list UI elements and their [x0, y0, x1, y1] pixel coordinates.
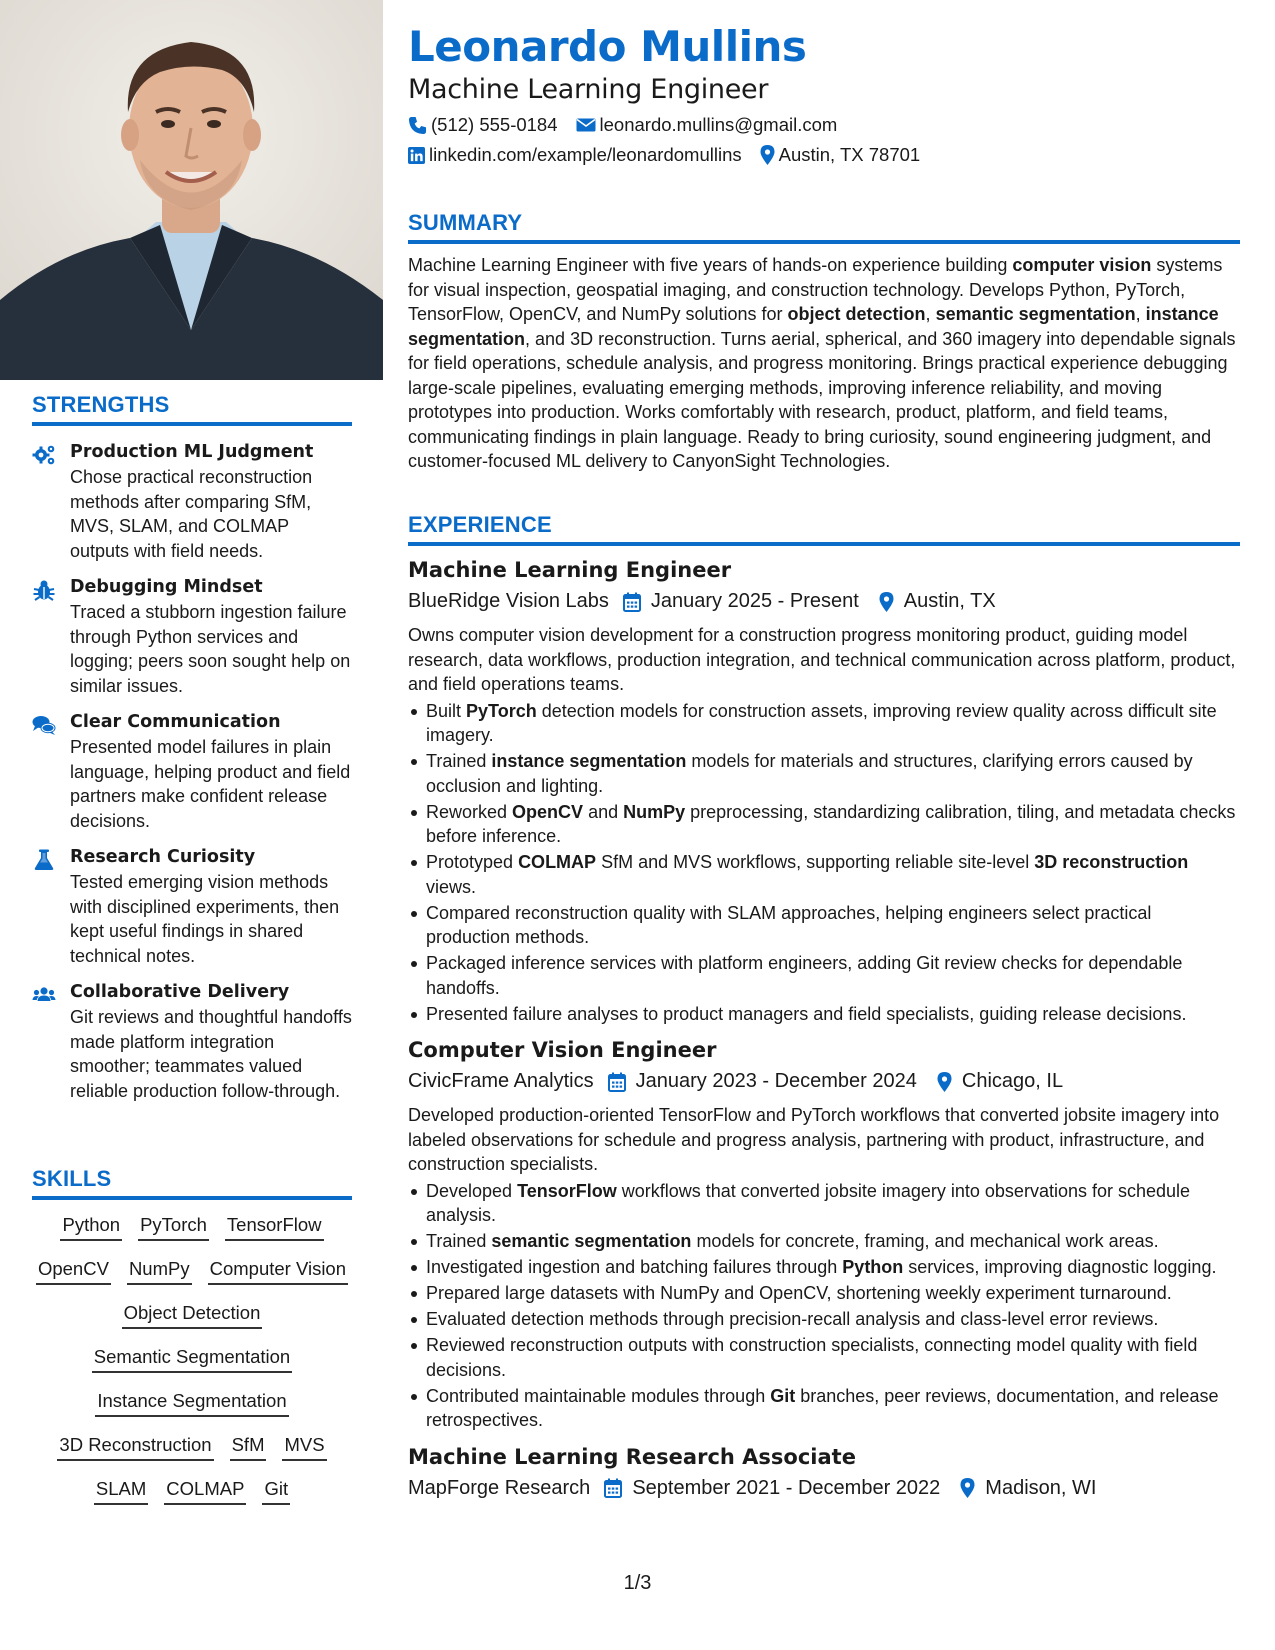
skill-tag: SfM [230, 1434, 267, 1461]
skill-tag: PyTorch [138, 1214, 209, 1241]
job-location-text: Madison, WI [985, 1476, 1097, 1499]
map-pin-icon [760, 145, 775, 165]
job-bullet [408, 1333, 1240, 1382]
job-company: BlueRidge Vision Labs [408, 590, 609, 612]
text-run: Evaluated detection methods through precision-recall analysis and class-level error reviews. [426, 1309, 1159, 1329]
location-text: Austin, TX 78701 [778, 144, 921, 165]
email-link[interactable]: leonardo.mullins@gmail.com [599, 114, 838, 135]
job-bullet [408, 1002, 1240, 1027]
text-run: models for materials and structures, clarifying errors caused by occlusion and lighting. [426, 751, 1193, 796]
skill-tag: OpenCV [36, 1258, 111, 1285]
gears-icon [32, 444, 56, 466]
strength-title: Debugging Mindset [70, 577, 263, 597]
strength-desc: Presented model failures in plain language, helping product and field partners make confident release decisions. [70, 737, 351, 831]
strength-title: Clear Communication [70, 712, 281, 732]
job-title: Machine Learning Engineer [408, 558, 732, 582]
candidate-role: Machine Learning Engineer [408, 74, 769, 105]
text-run: Prototyped [426, 852, 519, 872]
text-run: models for concrete, framing, and mechanical work areas. [691, 1231, 1159, 1251]
strengths-title: STRENGTHS [32, 392, 352, 426]
skill-tag: MVS [282, 1434, 326, 1461]
summary-title: SUMMARY [408, 210, 1240, 244]
strength-desc: Git reviews and thoughtful handoffs made platform integration smoother; teammates valued reliable production follow-through. [70, 1007, 352, 1101]
text-run: Compared reconstruction quality with SLAM approaches, helping engineers select practical production methods. [426, 902, 1152, 947]
envelope-icon [576, 117, 596, 133]
map-pin-icon [960, 1478, 975, 1498]
text-run: Trained [426, 751, 492, 771]
text-run: Built [426, 700, 467, 721]
text-run: detection models for construction assets, improving review quality across difficult site imagery. [426, 700, 1217, 745]
job-location [937, 1070, 1063, 1093]
skill-tag: SLAM [94, 1478, 148, 1505]
text-run: and [583, 801, 624, 822]
text-run: , [1135, 304, 1146, 324]
skill-row [32, 1390, 352, 1417]
strength-desc: Traced a stubborn ingestion failure through Python services and logging; peers soon sought help on similar issues. [70, 602, 351, 696]
email-contact[interactable] [576, 114, 838, 136]
skill-tag: COLMAP [164, 1478, 246, 1505]
text-run: Prepared large datasets with NumPy and OpenCV, shortening weekly experiment turnaround. [426, 1283, 1172, 1303]
text-run: Presented failure analyses to product managers and field specialists, guiding release decisions. [426, 1003, 1187, 1024]
job-bullet [408, 1229, 1240, 1254]
job-entry [408, 1038, 1240, 1433]
text-run: Developed [426, 1180, 518, 1201]
text-run: views. [426, 876, 477, 897]
strength-item [32, 712, 352, 833]
skill-tag: Instance Segmentation [95, 1390, 288, 1417]
linkedin-contact[interactable] [408, 144, 742, 166]
emphasis-text: semantic segmentation [935, 304, 1136, 324]
text-run: branches, peer reviews, documentation, and release retrospectives. [426, 1385, 1219, 1430]
job-dates-text: January 2023 - December 2024 [635, 1070, 917, 1092]
text-run: systems for visual inspection, geospatial imaging, and construction technology. Develops Python, PyTorch, TensorFlow, OpenCV, and NumPy solutions for [408, 255, 1223, 324]
comments-icon [32, 714, 56, 736]
text-run: Reworked [426, 801, 513, 822]
profile-photo [0, 0, 383, 380]
text-run: Investigated ingestion and batching failures through [426, 1257, 843, 1277]
skills-title: SKILLS [32, 1166, 352, 1200]
strength-item [32, 577, 352, 698]
job-meta [408, 590, 1240, 613]
job-dates-text: September 2021 - December 2022 [632, 1476, 941, 1499]
strength-desc: Tested emerging vision methods with disciplined experiments, then kept useful findings in shared technical notes. [70, 872, 340, 966]
strength-item [32, 982, 352, 1103]
skill-row [32, 1478, 352, 1505]
job-title: Computer Vision Engineer [408, 1038, 717, 1062]
emphasis-text: instance segmentation [408, 304, 1219, 349]
summary-section [408, 210, 1240, 474]
flask-icon [32, 849, 56, 871]
text-run: SfM and MVS workflows, supporting reliable site-level [596, 852, 1035, 872]
job-location-text: Austin, TX [903, 590, 996, 612]
job-meta [408, 1070, 1240, 1093]
map-pin-icon [937, 1072, 952, 1092]
phone-contact [408, 114, 558, 136]
emphasis-text: instance segmentation [491, 751, 687, 771]
job-bullets [408, 699, 1240, 1027]
skill-tag: TensorFlow [225, 1214, 324, 1241]
phone-text: (512) 555-0184 [431, 114, 558, 135]
experience-title: EXPERIENCE [408, 512, 1240, 546]
candidate-name: Leonardo Mullins [408, 22, 807, 71]
text-run: , [925, 304, 936, 324]
contact-row-1 [408, 114, 855, 136]
location-contact [760, 144, 921, 166]
phone-icon [408, 116, 427, 135]
job-bullets [408, 1179, 1240, 1433]
emphasis-text: TensorFlow [517, 1180, 617, 1201]
skill-row [32, 1346, 352, 1373]
skill-row [32, 1258, 352, 1285]
linkedin-icon [408, 147, 425, 164]
job-dates [604, 1477, 940, 1500]
text-run: services, improving diagnostic logging. [903, 1257, 1217, 1277]
job-entry [408, 1445, 1240, 1500]
skills-section [32, 1166, 352, 1522]
contact-row-2 [408, 144, 938, 166]
skill-tag: 3D Reconstruction [57, 1434, 213, 1461]
job-entry [408, 558, 1240, 1026]
strength-item [32, 847, 352, 968]
text-run: preprocessing, standardizing calibration, tiling, and metadata checks before inference. [426, 801, 1236, 846]
profile-photo-illustration [0, 0, 383, 380]
skill-row [32, 1302, 352, 1329]
strength-title: Production ML Judgment [70, 442, 314, 462]
emphasis-text: Git [770, 1385, 796, 1406]
skill-tag: Git [262, 1478, 290, 1505]
job-bullet [408, 1384, 1240, 1433]
text-run: workflows that converted jobsite imagery into observations for schedule analysis. [426, 1180, 1191, 1225]
emphasis-text: Python [842, 1257, 904, 1277]
job-bullet [408, 951, 1240, 1000]
skill-tag: Semantic Segmentation [92, 1346, 292, 1373]
text-run: Packaged inference services with platform engineers, adding Git review checks for dependable handoffs. [426, 953, 1183, 998]
job-dates [608, 1070, 917, 1093]
skill-tag: Python [60, 1214, 122, 1241]
job-bullet [408, 901, 1240, 950]
emphasis-text: PyTorch [466, 700, 537, 721]
calendar-icon [604, 1478, 622, 1498]
jobs-list [408, 558, 1240, 1500]
job-title: Machine Learning Research Associate [408, 1444, 856, 1469]
job-company: CivicFrame Analytics [408, 1070, 594, 1092]
job-bullet [408, 1179, 1240, 1228]
skill-row [32, 1434, 352, 1461]
skill-tag: NumPy [127, 1258, 192, 1285]
strength-item [32, 442, 352, 563]
job-location-text: Chicago, IL [961, 1070, 1064, 1092]
emphasis-text: 3D reconstruction [1034, 852, 1189, 872]
left-column [0, 0, 383, 1650]
job-summary: Developed production-oriented TensorFlow and PyTorch workflows that converted jobsite imagery into labeled observations for schedule and progress analysis, partnering with product, infrastructure, and construction specialists. [408, 1105, 1220, 1174]
job-bullet [408, 1255, 1240, 1280]
job-meta [408, 1477, 1240, 1500]
job-location [960, 1477, 1096, 1500]
job-bullet [408, 1281, 1240, 1306]
emphasis-text: NumPy [623, 801, 686, 822]
page-number: 1/3 [623, 1572, 652, 1594]
experience-section [408, 512, 1240, 1500]
users-icon [32, 984, 56, 1006]
job-bullet [408, 1307, 1240, 1332]
job-bullet [408, 699, 1240, 748]
map-pin-icon [879, 592, 894, 612]
strength-desc: Chose practical reconstruction methods after comparing SfM, MVS, SLAM, and COLMAP outputs with field needs. [70, 467, 313, 561]
job-dates [623, 590, 859, 613]
job-company: MapForge Research [408, 1476, 591, 1499]
skill-tag: Computer Vision [208, 1258, 348, 1285]
text-run: Trained [426, 1231, 492, 1251]
strength-title: Collaborative Delivery [70, 982, 290, 1002]
calendar-icon [623, 592, 641, 612]
bug-icon [32, 579, 56, 601]
job-dates-text: January 2025 - Present [650, 590, 859, 612]
text-run: , and 3D reconstruction. Turns aerial, spherical, and 360 imagery into dependable signals for field operations, schedule analysis, and progress monitoring. Brings practical experience debugging large-scale pipelines, evaluating emerging methods, improving inference reliability, and moving prototypes into production. Works comfortably with research, product, platform, and field teams, communicating findings in plain language. Ready to bring curiosity, sound engineering judgment, and customer-focused ML delivery to CanyonSight Technologies. [408, 328, 1236, 471]
strength-title: Research Curiosity [70, 847, 256, 867]
summary-text [408, 253, 1240, 474]
job-bullet [408, 850, 1240, 899]
job-location [879, 590, 996, 613]
calendar-icon [608, 1072, 626, 1092]
text-run: Machine Learning Engineer with five years of hands-on experience building [408, 255, 1013, 275]
emphasis-text: object detection [787, 304, 926, 324]
skill-row [32, 1214, 352, 1241]
skills-list [32, 1214, 352, 1505]
job-bullet [408, 800, 1240, 849]
text-run: Reviewed reconstruction outputs with construction specialists, connecting model quality with field decisions. [426, 1335, 1198, 1380]
text-run: Contributed maintainable modules through [426, 1385, 771, 1406]
emphasis-text: COLMAP [518, 852, 597, 872]
emphasis-text: OpenCV [512, 801, 584, 822]
job-bullet [408, 749, 1240, 798]
linkedin-link[interactable]: linkedin.com/example/leonardomullins [429, 144, 742, 165]
strengths-section [32, 392, 352, 1103]
job-summary: Owns computer vision development for a construction progress monitoring product, guiding model research, data workflows, production integration, and technical communication across platform, product, and field operations teams. [408, 625, 1236, 694]
emphasis-text: semantic segmentation [491, 1231, 692, 1251]
skill-tag: Object Detection [122, 1302, 263, 1329]
emphasis-text: computer vision [1012, 255, 1152, 275]
